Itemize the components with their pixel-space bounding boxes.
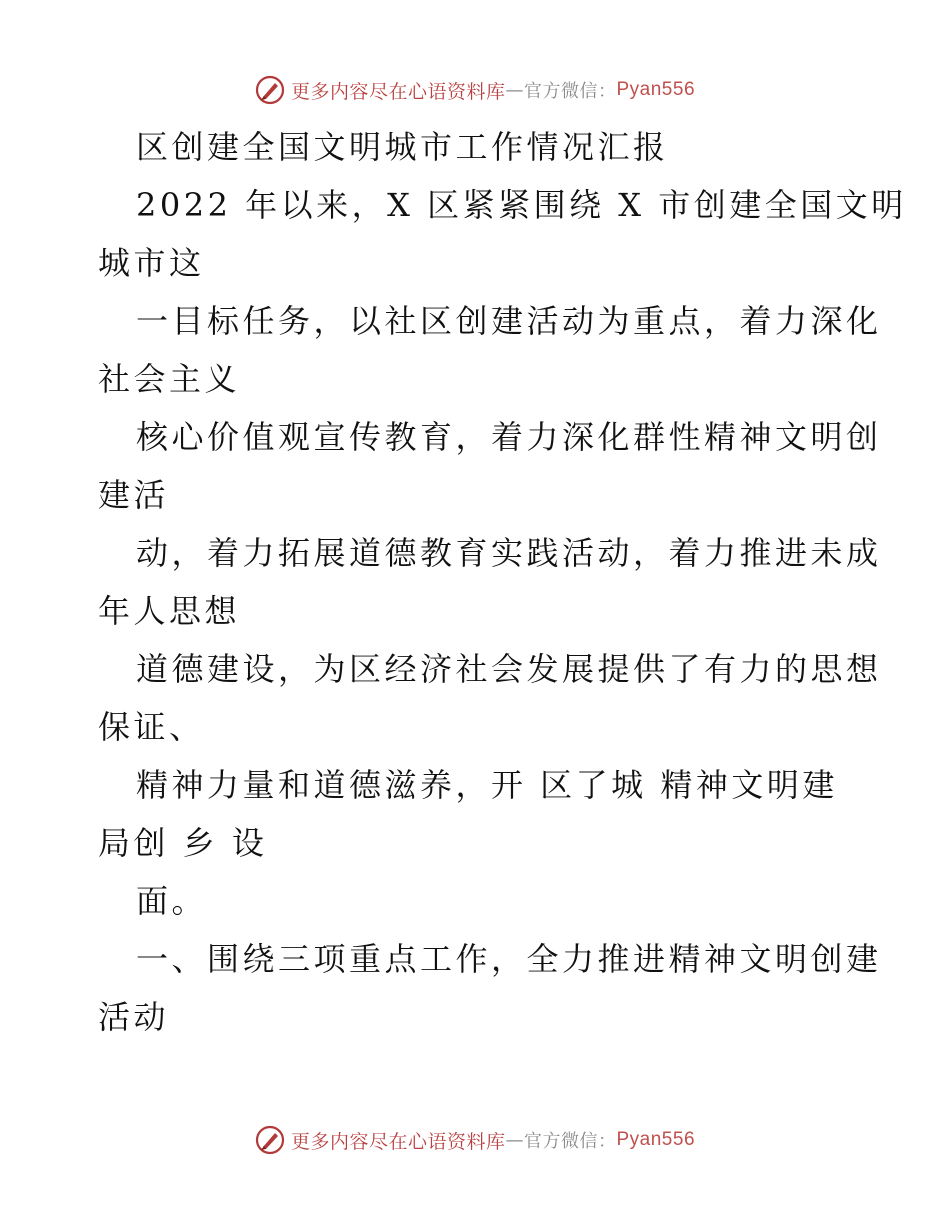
doc-line-12: 精神力量和道德滋养，开 区了城 精神文明建 xyxy=(136,766,838,804)
header-watermark xyxy=(0,70,950,110)
watermark-suffix-text: 官方微信： xyxy=(524,1131,617,1152)
doc-line-1: 区创建全国文明城市工作情况汇报 xyxy=(136,128,669,166)
doc-line-3: 城市这 xyxy=(98,244,205,282)
doc-line-6: 核心价值观宣传教育，着力深化群性精神文明创 xyxy=(136,418,882,456)
watermark-separator: — xyxy=(505,79,524,101)
document-body xyxy=(98,118,907,1046)
pen-logo-icon xyxy=(255,1125,285,1155)
watermark-wechat-id: Pyan556 xyxy=(616,79,696,100)
doc-line-5: 社会主义 xyxy=(98,360,241,398)
watermark-main-text: 更多内容尽在心语资料库 xyxy=(290,1130,506,1153)
doc-line-13: 局创 乡 设 xyxy=(98,824,268,862)
doc-line-10: 道德建设，为区经济社会发展提供了有力的思想 xyxy=(136,650,882,688)
doc-line-8: 动，着力拓展道德教育实践活动，着力推进未成 xyxy=(136,534,882,572)
doc-line-2: 2022 年以来，X 区紧紧围绕 X 市创建全国文明 xyxy=(136,186,907,224)
doc-line-4: 一目标任务，以社区创建活动为重点，着力深化 xyxy=(136,302,882,340)
pen-logo-icon xyxy=(255,75,285,105)
doc-line-15: 一、围绕三项重点工作，全力推进精神文明创建 xyxy=(136,940,882,978)
watermark-wechat-id: Pyan556 xyxy=(616,1129,696,1150)
doc-line-16: 活动 xyxy=(98,998,170,1036)
doc-line-14: 面。 xyxy=(136,882,208,920)
doc-line-9: 年人思想 xyxy=(98,592,241,630)
footer-watermark xyxy=(0,1120,950,1160)
doc-line-7: 建活 xyxy=(98,476,170,514)
watermark-separator: — xyxy=(505,1129,524,1151)
watermark-suffix-text: 官方微信： xyxy=(524,81,617,102)
watermark-main-text: 更多内容尽在心语资料库 xyxy=(290,80,506,103)
doc-line-11: 保证、 xyxy=(98,708,205,746)
